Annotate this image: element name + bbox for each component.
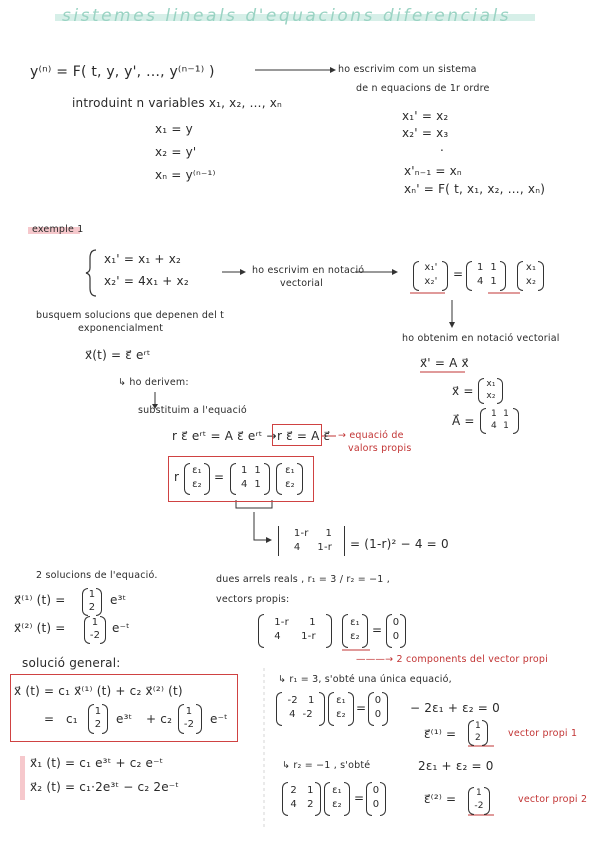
r1-matrix: -2 1 4 -2 — [287, 695, 315, 720]
eigenvectors-label: vectors propis: — [216, 594, 290, 605]
system-ellipsis: . — [440, 140, 445, 154]
matrix-a: 1 1 4 1 — [477, 262, 497, 287]
system-eq-3: x'ₙ₋₁ = xₙ — [404, 164, 462, 178]
ansatz: x⃗(t) = ε⃗ eʳᵗ — [85, 348, 151, 362]
component-2: x⃗₂ (t) = c₁·2e³ᵗ − c₂ 2e⁻ᵗ — [30, 780, 180, 794]
solution-2-exp: e⁻ᵗ — [112, 621, 130, 635]
solution-1-vector: 1 2 — [88, 589, 96, 613]
general-solution-label: solució general: — [22, 656, 121, 670]
eigenvector-2-label: vector propi 2 — [518, 794, 588, 805]
eigen-equation: r ε⃗ = A ε⃗ — [277, 429, 331, 443]
gen-vector-1: 1 2 — [94, 706, 102, 730]
busquem-line-2: exponencialment — [78, 323, 164, 334]
r2-zero: 0 0 — [372, 785, 380, 810]
vector-note-2: vectorial — [280, 278, 324, 289]
eigen-system-eps: ε₁ ε₂ — [350, 617, 360, 642]
r2-equation: 2ε₁ + ε₂ = 0 — [418, 759, 494, 773]
notes-page: sistemes lineals d'equacions diferencials y⁽ⁿ⁾ = F( t, y, y', …, y⁽ⁿ⁻¹⁾ ) ho escrivim com un sistema de n equacions de 1r ordre introduint n variables x₁, x₂, …, xₙ x₁ = y x₂ = y' xₙ = y⁽ⁿ⁻¹⁾ x₁' = x₂ x₂' = x₃ . x'ₙ₋₁ = xₙ xₙ' = F( t, x₁, x₂, …, xₙ) exemple 1 x₁' = x₁ + x₂ x₂' = 4x₁ + x₂ ho escrivim en notació vectorial x₁' x₂' = 1 1 4 1 x₁ x₂ ho obtenim en notació vectorial x⃗' = A x⃗ x⃗ = x₁ x₂ A⃗ = 1 1 4 1 busquem solucions que depenen del t exponencialment x⃗(t) = ε⃗ eʳᵗ ↳ ho derivem: substituim a l'equació r ε⃗ eʳᵗ = A ε⃗ eʳᵗ → r ε⃗ = A ε⃗ → equació de valors propis r ε₁ ε₂ = 1 1 4 1 ε₁ ε₂ 1-r 1 4 1-r = (1-r)² − 4 = 0 2 solucions de l'equació. x⃗⁽¹⁾ (t) = 1 2 e³ᵗ x⃗⁽²⁾ (t) = 1 -2 e⁻ᵗ dues arrels reals , r₁ = 3 / r₂ = −1 , vectors propis: 1-r 1 4 1-r ε₁ ε₂ = 0 0 ———→ 2 components del vector propi solució general: x⃗ (t) = c₁ x⃗⁽¹⁾ (t) + c₂ x⃗⁽²⁾ (t) = c₁ 1 2 e³ᵗ + c₂ 1 -2 e⁻ᵗ x⃗₁ (t) = c₁ e³ᵗ + c₂ e⁻ᵗ x⃗₂ (t) = c₁·2e³ᵗ − c₂ 2e⁻ᵗ ↳ r₁ = 3, s'obté una única equació, -2 1 4 -2 ε₁ ε₂ = 0 0 − 2ε₁ + ε₂ = 0 ε⃗⁽¹⁾ = 1 2 vector propi 1 ↳ r₂ = −1 , s'obté 2ε₁ + ε₂ = 0 2 1 4 2 ε₁ ε₂ = 0 0 ε⃗⁽²⁾ = 1 -2 vector propi 2 — [0, 0, 600, 848]
solution-1-exp: e³ᵗ — [110, 593, 127, 607]
components-note: ———→ 2 components del vector propi — [356, 654, 548, 665]
r2-vector-lhs: ε⃗⁽²⁾ = — [424, 792, 457, 806]
matrix-eq-eps-left: ε₁ ε₂ — [192, 465, 202, 490]
eigenvector-1-label: vector propi 1 — [508, 728, 578, 739]
gen-c1: c₁ — [66, 712, 78, 726]
r2-vector: 1 -2 — [474, 788, 484, 811]
x-def-lhs: x⃗ = — [452, 384, 474, 398]
def-x2: x₂ = y' — [155, 145, 197, 159]
x-def-vector: x₁ x₂ — [486, 379, 496, 401]
determinant-matrix: 1-r 1 4 1-r — [293, 528, 333, 553]
substituim-note: substituim a l'equació — [138, 405, 247, 416]
eigen-note-2: valors propis — [348, 443, 412, 454]
determinant-result: = (1-r)² − 4 = 0 — [350, 537, 449, 551]
example-eq-2: x₂' = 4x₁ + x₂ — [104, 274, 189, 288]
r2-line: ↳ r₂ = −1 , s'obté — [282, 760, 371, 771]
page-title: sistemes lineals d'equacions diferencials — [62, 6, 512, 26]
gen-plus-c2: + c₂ — [146, 712, 173, 726]
matrix-eq-a: 1 1 4 1 — [241, 465, 261, 490]
introduce-variables: introduint n variables x₁, x₂, …, xₙ — [72, 96, 283, 110]
r1-vector: 1 2 — [475, 721, 481, 743]
matrix-eq-eps-right: ε₁ ε₂ — [285, 465, 295, 490]
busquem-line-1: busquem solucions que depenen del t — [36, 310, 225, 321]
a-def-lhs: A⃗ = — [452, 414, 475, 428]
gen-vector-2: 1 -2 — [183, 706, 195, 730]
vector-lhs: x₁' x₂' — [424, 262, 438, 287]
component-1: x⃗₁ (t) = c₁ e³ᵗ + c₂ e⁻ᵗ — [30, 756, 164, 770]
system-eq-4: xₙ' = F( t, x₁, x₂, …, xₙ) — [404, 182, 546, 196]
r1-equation: − 2ε₁ + ε₂ = 0 — [410, 701, 500, 715]
derivem-note: ↳ ho derivem: — [118, 377, 189, 388]
general-solution-line-1: x⃗ (t) = c₁ x⃗⁽¹⁾ (t) + c₂ x⃗⁽²⁾ (t) — [14, 684, 183, 698]
def-x1: x₁ = y — [155, 122, 193, 136]
two-roots: dues arrels reals , r₁ = 3 / r₂ = −1 , — [216, 574, 390, 585]
r1-vector-lhs: ε⃗⁽¹⁾ = — [424, 727, 457, 741]
solution-1-lhs: x⃗⁽¹⁾ (t) = — [14, 593, 66, 607]
r1-line: ↳ r₁ = 3, s'obté una única equació, — [278, 674, 452, 685]
intro-note-2: de n equacions de 1r ordre — [356, 83, 490, 94]
example-eq-1: x₁' = x₁ + x₂ — [104, 252, 182, 266]
solution-2-vector: 1 -2 — [89, 617, 101, 641]
system-eq-2: x₂' = x₃ — [402, 126, 449, 140]
intro-note-1: ho escrivim com un sistema — [338, 64, 477, 75]
eigen-note-1: → equació de — [338, 430, 404, 441]
vector-note-1: ho escrivim en notació — [252, 265, 365, 276]
eigen-system-zero: 0 0 — [392, 617, 400, 642]
vector-x: x₁ x₂ — [525, 262, 537, 287]
ode-definition: y⁽ⁿ⁾ = F( t, y, y', …, y⁽ⁿ⁻¹⁾ ) — [30, 64, 215, 80]
example-label: exemple 1 — [32, 224, 84, 235]
gen-exp-2: e⁻ᵗ — [210, 712, 228, 726]
component-highlight — [20, 756, 25, 800]
r1-eps: ε₁ ε₂ — [336, 695, 346, 720]
gen-exp-1: e³ᵗ — [116, 712, 133, 726]
substitution-equation: r ε⃗ eʳᵗ = A ε⃗ eʳᵗ → — [172, 429, 277, 443]
two-solutions: 2 solucions de l'equació. — [36, 570, 158, 581]
system-eq-1: x₁' = x₂ — [402, 109, 449, 123]
r1-zero: 0 0 — [374, 695, 382, 720]
a-def-matrix: 1 1 4 1 — [491, 409, 509, 431]
r2-eps: ε₁ ε₂ — [332, 785, 342, 810]
matrix-eq-r: r — [174, 470, 180, 484]
solution-2-lhs: x⃗⁽²⁾ (t) = — [14, 621, 66, 635]
vector-equation: x⃗' = A x⃗ — [420, 356, 469, 370]
eigen-system-matrix: 1-r 1 4 1-r — [274, 617, 316, 642]
def-xn: xₙ = y⁽ⁿ⁻¹⁾ — [155, 168, 216, 182]
r2-matrix: 2 1 4 2 — [290, 785, 314, 810]
obtain-note: ho obtenim en notació vectorial — [402, 333, 560, 344]
